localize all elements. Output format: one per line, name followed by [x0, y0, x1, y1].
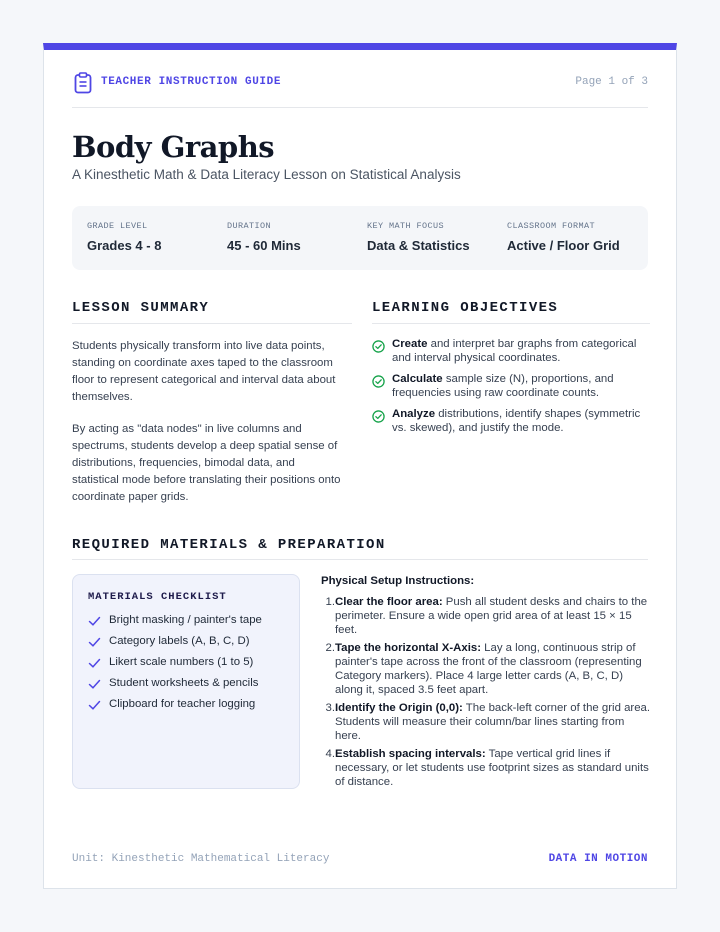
- step-text: The back-left corner of the grid area. Students will measure their column/bar lines starting from here.: [335, 702, 651, 742]
- objective-text: sample size (N), proportions, and frequencies using raw coordinate counts.: [392, 373, 614, 399]
- setup-heading: Physical Setup Instructions:: [321, 575, 475, 587]
- objective-item: [372, 372, 654, 400]
- divider: [72, 559, 648, 560]
- checklist-item: [88, 635, 250, 647]
- lesson-subtitle: A Kinesthetic Math & Data Literacy Lesson on Statistical Analysis: [72, 167, 461, 182]
- meta-label: GRADE LEVEL: [87, 221, 148, 231]
- checklist-item: [88, 698, 255, 710]
- check-circle-icon: [372, 340, 385, 353]
- summary-paragraph-2: By acting as "data nodes" in live columns and spectrums, students develop a deep spatial sense of distributions, frequencies, bimodal data, and statistical mode before translating their positions onto coordinate paper grids.: [72, 423, 341, 503]
- document-page: [43, 43, 677, 889]
- step-text: Tape vertical grid lines if necessary, or let students use footprint sizes as standard units of distance.: [335, 748, 649, 788]
- meta-value: Active / Floor Grid: [507, 238, 620, 253]
- checklist-item-label: Clipboard for teacher logging: [109, 698, 256, 710]
- lesson-summary-heading: LESSON SUMMARY: [72, 300, 210, 316]
- divider: [372, 323, 650, 324]
- step-number: 4.: [325, 748, 335, 760]
- checkmark-icon: [88, 657, 101, 669]
- objective-verb: Create: [392, 338, 428, 350]
- setup-step: [321, 595, 653, 637]
- summary-paragraph-1: Students physically transform into live data points, standing on coordinate axes taped to the classroom floor to represent categorical and interval data about themselves.: [72, 340, 336, 403]
- step-title: Tape the horizontal X-Axis:: [335, 642, 481, 654]
- checklist-item: [88, 677, 258, 689]
- checklist-item-label: Student worksheets & pencils: [109, 677, 259, 689]
- materials-checklist: [72, 574, 300, 789]
- checklist-item: [88, 656, 253, 668]
- clipboard-icon: [74, 72, 92, 94]
- page-indicator: Page 1 of 3: [575, 76, 648, 88]
- objective-text: and interpret bar graphs from categorical and interval physical coordinates.: [392, 338, 637, 364]
- checkmark-icon: [88, 699, 101, 711]
- step-title: Establish spacing intervals:: [335, 748, 486, 760]
- objective-text: distributions, identify shapes (symmetric vs. skewed), and justify the mode.: [392, 408, 641, 434]
- setup-step: [321, 747, 653, 789]
- objective-item: [372, 337, 654, 365]
- step-text: Push all student desks and chairs to the perimeter. Ensure a wide open grid area of at least 15 × 15 feet.: [335, 596, 648, 636]
- objective-verb: Calculate: [392, 373, 443, 385]
- meta-label: KEY MATH FOCUS: [367, 221, 445, 231]
- checklist-title: MATERIALS CHECKLIST: [88, 591, 227, 603]
- checklist-item: [88, 614, 262, 626]
- step-number: 1.: [325, 596, 335, 608]
- step-number: 2.: [325, 642, 335, 654]
- step-number: 3.: [325, 702, 335, 714]
- step-title: Clear the floor area:: [335, 596, 443, 608]
- setup-step: [321, 701, 653, 743]
- lesson-meta-bar: [72, 206, 648, 270]
- learning-objectives-heading: LEARNING OBJECTIVES: [372, 300, 559, 316]
- meta-value: Grades 4 - 8: [87, 238, 162, 253]
- meta-label: CLASSROOM FORMAT: [507, 221, 596, 231]
- check-circle-icon: [372, 375, 385, 388]
- objective-item: [372, 407, 654, 435]
- meta-value: 45 - 60 Mins: [227, 238, 301, 253]
- checklist-item-label: Category labels (A, B, C, D): [109, 635, 250, 647]
- checkmark-icon: [88, 636, 101, 648]
- materials-heading: REQUIRED MATERIALS & PREPARATION: [72, 537, 386, 553]
- checkmark-icon: [88, 615, 101, 627]
- checkmark-icon: [88, 678, 101, 690]
- guide-label: TEACHER INSTRUCTION GUIDE: [101, 76, 282, 88]
- step-title: Identify the Origin (0,0):: [335, 702, 463, 714]
- checklist-item-label: Bright masking / painter's tape: [109, 614, 262, 626]
- step-text: Lay a long, continuous strip of painter's tape across the front of the classroom (representing Category markers). Place 4 large letter cards (A, B, C, D) along it, spaced 3.5 feet apart.: [335, 642, 642, 696]
- checklist-item-label: Likert scale numbers (1 to 5): [109, 656, 254, 668]
- divider: [72, 323, 352, 324]
- footer-brand: DATA IN MOTION: [548, 853, 648, 865]
- meta-value: Data & Statistics: [367, 238, 470, 253]
- objective-verb: Analyze: [392, 408, 436, 420]
- lesson-title: Body Graphs: [72, 130, 275, 164]
- check-circle-icon: [372, 410, 385, 423]
- footer-unit: Unit: Kinesthetic Mathematical Literacy: [72, 853, 330, 865]
- page-header: [72, 72, 648, 108]
- setup-step: [321, 641, 653, 697]
- meta-label: DURATION: [227, 221, 272, 231]
